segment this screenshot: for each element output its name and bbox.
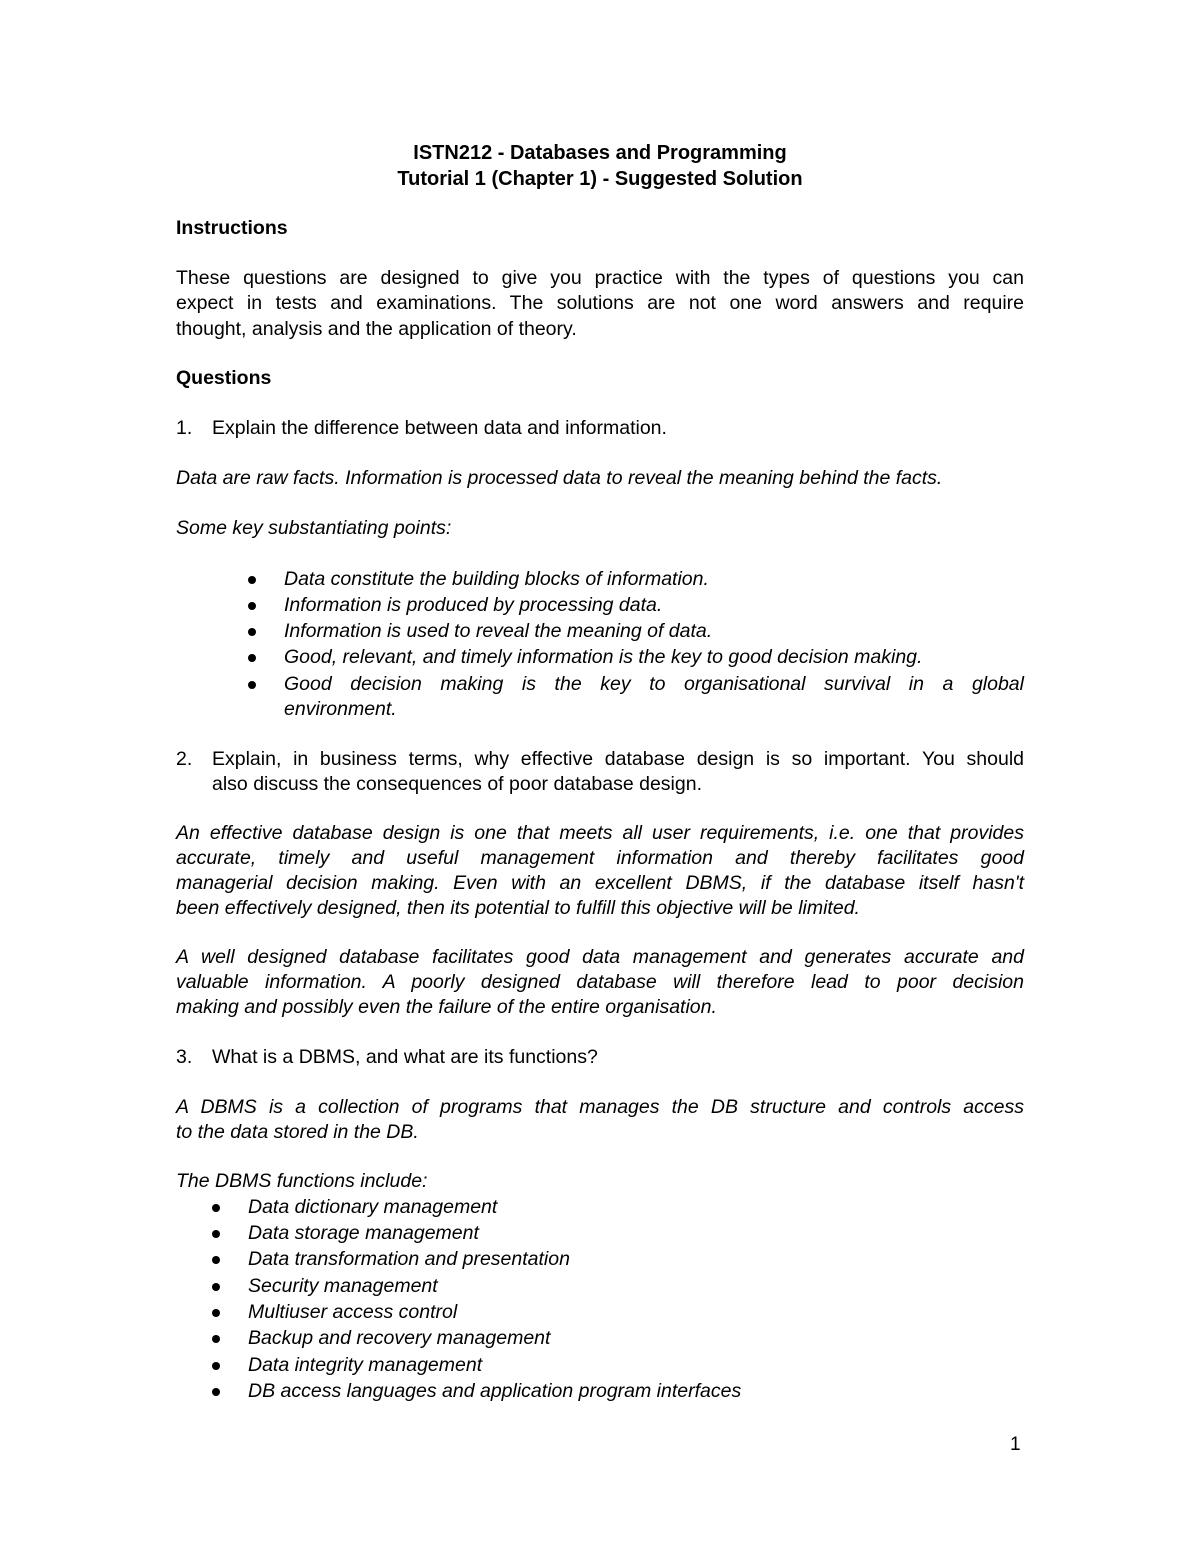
q3-bullet-1: Data dictionary management <box>248 1196 498 1218</box>
question-1-text: Explain the difference between data and information. <box>212 417 667 439</box>
q1-bullet-5: Good decision making is the key to organisational survival in a global <box>284 673 1024 695</box>
bullet-dot <box>248 681 256 689</box>
bullet-dot <box>212 1204 220 1212</box>
page-number: 1 <box>1010 1434 1021 1455</box>
bullet-dot <box>212 1388 220 1396</box>
q2-para2-line-1: A well designed database facilitates good data management and generates accurate and <box>176 946 1024 968</box>
q2-para1-line-4: been effectively designed, then its potential to fulfill this objective will be limited. <box>176 897 860 919</box>
question-1-intro: Some key substantiating points: <box>176 517 452 539</box>
bullet-dot <box>248 654 256 662</box>
question-1-answer: Data are raw facts. Information is processed data to reveal the meaning behind the facts. <box>176 467 943 489</box>
questions-heading: Questions <box>176 367 272 389</box>
q3-answer-line-1: A DBMS is a collection of programs that manages the DB structure and controls access <box>176 1096 1024 1118</box>
q3-bullet-4: Security management <box>248 1275 438 1297</box>
q1-bullet-5-cont: environment. <box>284 698 397 720</box>
question-1-number: 1. <box>176 417 193 439</box>
bullet-dot <box>248 628 256 636</box>
instructions-line-2: expect in tests and examinations. The solutions are not one word answers and require <box>176 292 1024 314</box>
q3-bullet-3: Data transformation and presentation <box>248 1248 570 1270</box>
q2-para1-line-2: accurate, timely and useful management information and thereby facilitates good <box>176 847 1024 869</box>
bullet-dot <box>212 1283 220 1291</box>
question-3-text: What is a DBMS, and what are its functions? <box>212 1046 598 1068</box>
q2-para1-line-3: managerial decision making. Even with an excellent DBMS, if the database itself hasn't <box>176 872 1024 894</box>
bullet-dot <box>212 1256 220 1264</box>
instructions-line-1: These questions are designed to give you practice with the types of questions you can <box>176 267 1024 289</box>
q3-bullet-5: Multiuser access control <box>248 1301 458 1323</box>
bullet-dot <box>248 576 256 584</box>
bullet-dot <box>248 602 256 610</box>
q1-bullet-2: Information is produced by processing data. <box>284 594 663 616</box>
q1-bullet-1: Data constitute the building blocks of information. <box>284 568 709 590</box>
q1-bullet-4: Good, relevant, and timely information is the key to good decision making. <box>284 646 923 668</box>
q3-bullet-6: Backup and recovery management <box>248 1327 551 1349</box>
bullet-dot <box>212 1230 220 1238</box>
bullet-dot <box>212 1362 220 1370</box>
q2-para1-line-1: An effective database design is one that meets all user requirements, i.e. one that provides <box>176 822 1024 844</box>
q2-para2-line-3: making and possibly even the failure of the entire organisation. <box>176 996 717 1018</box>
q3-bullet-7: Data integrity management <box>248 1354 483 1376</box>
document-title: ISTN212 - Databases and Programming <box>413 142 787 164</box>
q3-answer-line-2: to the data stored in the DB. <box>176 1121 419 1143</box>
q3-bullet-8: DB access languages and application program interfaces <box>248 1380 742 1402</box>
question-3-number: 3. <box>176 1046 193 1068</box>
q3-bullet-2: Data storage management <box>248 1222 479 1244</box>
document-subtitle: Tutorial 1 (Chapter 1) - Suggested Solution <box>397 168 803 190</box>
instructions-heading: Instructions <box>176 217 288 239</box>
q1-bullet-3: Information is used to reveal the meaning of data. <box>284 620 713 642</box>
question-2-number: 2. <box>176 748 193 770</box>
question-2-text-line-2: also discuss the consequences of poor database design. <box>212 773 702 795</box>
question-2-text-line-1: Explain, in business terms, why effective database design is so important. You should <box>212 748 1024 770</box>
q3-intro: The DBMS functions include: <box>176 1170 428 1192</box>
q2-para2-line-2: valuable information. A poorly designed database will therefore lead to poor decision <box>176 971 1024 993</box>
bullet-dot <box>212 1335 220 1343</box>
instructions-line-3: thought, analysis and the application of theory. <box>176 318 577 340</box>
bullet-dot <box>212 1309 220 1317</box>
